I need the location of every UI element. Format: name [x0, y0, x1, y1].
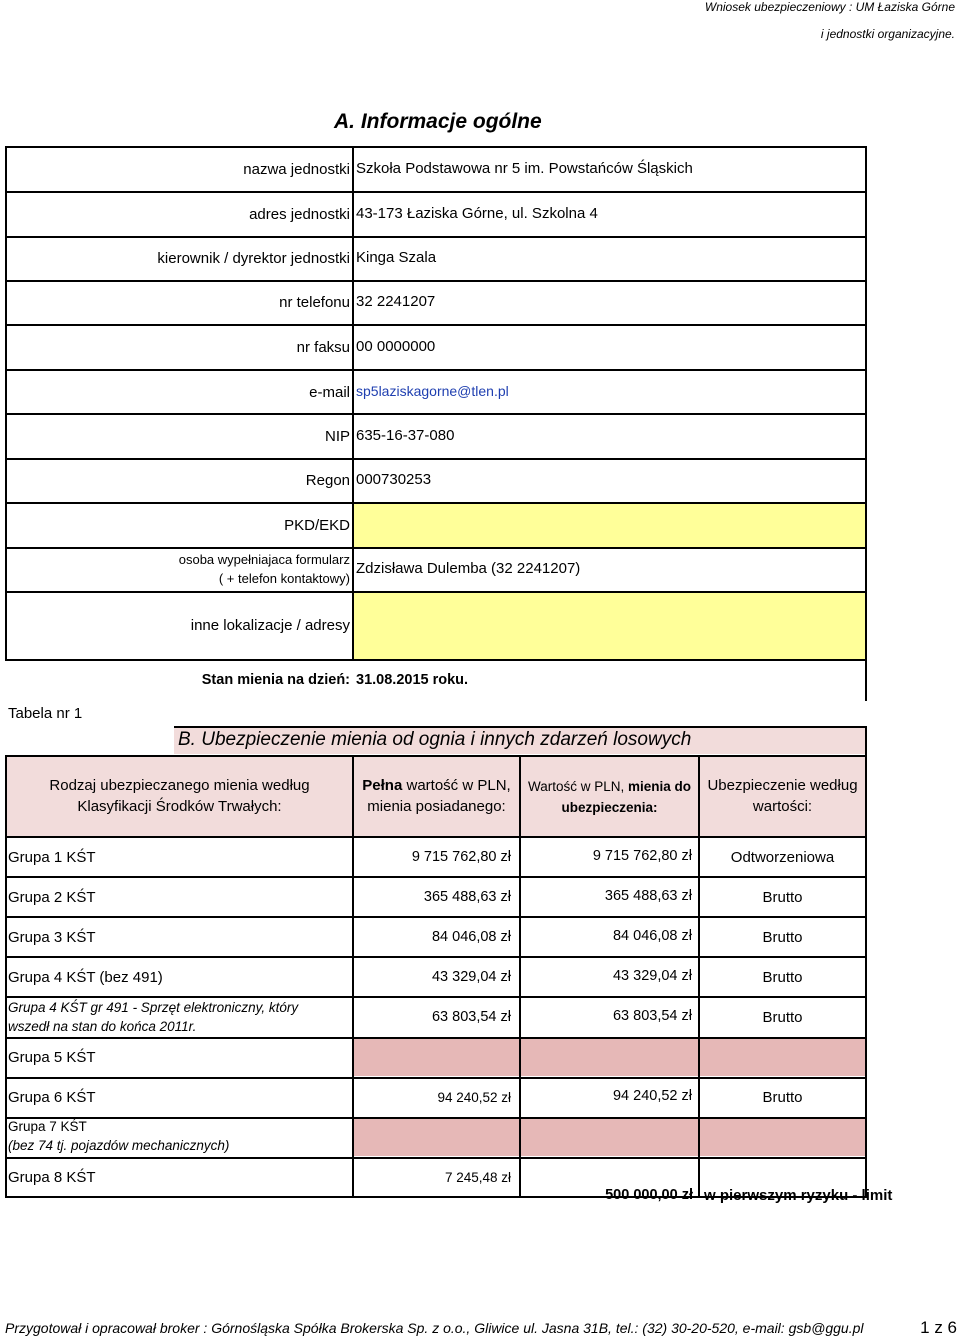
table-row-full[interactable]: 94 240,52 zł: [437, 1090, 511, 1105]
label-regon: Regon: [305, 472, 350, 489]
label-form-filler: osoba wypełniajaca formularz: [178, 552, 350, 567]
table-row-name-cont: wszedł na stan do końca 2011r.: [8, 1019, 197, 1034]
group5-empty-fill: [354, 1039, 865, 1076]
value-email-link[interactable]: sp5laziskagorne@tlen.pl: [356, 383, 509, 399]
header-insurance-basis: Ubezpieczenie według wartości:: [707, 777, 858, 815]
table-row-full[interactable]: 9 715 762,80 zł: [411, 849, 511, 865]
label-pkd: PKD/EKD: [284, 517, 350, 534]
locations-field[interactable]: [354, 592, 866, 659]
table-row-basis[interactable]: Brutto: [762, 889, 803, 906]
section-b-title: B. Ubezpieczenie mienia od ognia i innych zdarzeń losowych: [178, 729, 692, 750]
table-row-basis[interactable]: Odtworzeniowa: [730, 849, 835, 866]
label-unit-name: nazwa jednostki: [243, 161, 350, 178]
value-asset-date[interactable]: 31.08.2015 roku.: [356, 672, 469, 688]
value-unit-address[interactable]: 43-173 Łaziska Górne, ul. Szkolna 4: [356, 205, 598, 222]
value-nip[interactable]: 635-16-37-080: [356, 427, 455, 444]
table-row-name: Grupa 6 KŚT: [8, 1089, 96, 1106]
table-row-name: Grupa 4 KŚT (bez 491): [8, 969, 163, 986]
page-number: 1 z 6: [920, 1318, 957, 1337]
label-nip: NIP: [324, 428, 350, 445]
label-unit-address: adres jednostki: [249, 206, 350, 223]
table-row-insured[interactable]: 43 329,04 zł: [612, 968, 692, 984]
label-phone: nr telefonu: [279, 294, 350, 311]
table-row-basis[interactable]: Brutto: [762, 1089, 803, 1106]
value-phone[interactable]: 32 2241207: [356, 293, 436, 310]
table-row-name: Grupa 5 KŚT: [8, 1049, 96, 1066]
table-row-insured[interactable]: 94 240,52 zł: [612, 1088, 692, 1104]
table-row-insured[interactable]: 63 803,54 zł: [612, 1008, 692, 1024]
table-row-name-cont: (bez 74 tj. pojazdów mechanicznych): [8, 1138, 230, 1153]
table-row-full[interactable]: 84 046,08 zł: [431, 929, 511, 945]
table-row-insured[interactable]: 84 046,08 zł: [612, 928, 692, 944]
table-row-insured[interactable]: 500 000,00 zł: [605, 1187, 693, 1203]
footer-text: Przygotował i opracował broker : Górnośląska Spółka Brokerska Sp. z o.o., Gliwice ul. Jasna 31B, tel.: (32) 30-20-520, e-mail: gsb@ggu.pl: [5, 1320, 864, 1336]
value-unit-name[interactable]: Szkoła Podstawowa nr 5 im. Powstańców Śląskich: [356, 160, 693, 177]
section-a-title: A. Informacje ogólne: [334, 110, 542, 133]
table-row-basis[interactable]: w pierwszym ryzyku - limit: [704, 1187, 893, 1204]
value-fax[interactable]: 00 0000000: [356, 338, 436, 355]
table-row-basis[interactable]: Brutto: [762, 1009, 803, 1026]
label-email: e-mail: [309, 384, 350, 401]
table-row-insured[interactable]: 365 488,63 zł: [604, 888, 692, 904]
table-row-name: Grupa 7 KŚT: [8, 1119, 87, 1134]
header-full-value: Pełna wartość w PLN, mienia posiadanego:: [362, 777, 511, 815]
table-row-name: Grupa 4 KŚT gr 491 - Sprzęt elektroniczny, który: [8, 1000, 299, 1015]
table-row-basis[interactable]: Brutto: [762, 969, 803, 986]
label-other-locations: inne lokalizacje / adresy: [190, 617, 350, 634]
table-row-full[interactable]: 365 488,63 zł: [423, 889, 511, 905]
header-line-2: i jednostki organizacyjne.: [820, 27, 955, 41]
table-row-name: Grupa 8 KŚT: [8, 1169, 96, 1186]
label-fax: nr faksu: [296, 339, 350, 356]
label-form-filler-phone: ( + telefon kontaktowy): [218, 571, 350, 586]
group7-empty-fill: [354, 1119, 865, 1156]
pkd-field[interactable]: [354, 503, 866, 547]
table-row-name: Grupa 2 KŚT: [8, 889, 96, 906]
table-row-full[interactable]: 43 329,04 zł: [431, 969, 511, 985]
table-label: Tabela nr 1: [8, 705, 83, 722]
header-insured-value: Wartość w PLN, mienia do ubezpieczenia:: [527, 779, 692, 815]
table-row-name: Grupa 3 KŚT: [8, 929, 96, 946]
table-row-insured[interactable]: 9 715 762,80 zł: [592, 848, 692, 864]
value-regon[interactable]: 000730253: [356, 471, 432, 488]
table-row-full[interactable]: 63 803,54 zł: [431, 1009, 511, 1025]
table-row-full[interactable]: 7 245,48 zł: [444, 1170, 511, 1185]
label-director: kierownik / dyrektor jednostki: [157, 250, 350, 267]
value-director[interactable]: Kinga Szala: [356, 249, 437, 266]
row-8-clip: [520, 1157, 893, 1204]
table-row-name: Grupa 1 KŚT: [8, 849, 96, 866]
table-row-basis[interactable]: Brutto: [762, 929, 803, 946]
value-form-filler[interactable]: Zdzisława Dulemba (32 2241207): [356, 560, 581, 577]
header-asset-type: Rodzaj ubezpieczanego mienia według Klasyfikacji Środków Trwałych:: [49, 777, 310, 815]
header-line-1: Wniosek ubezpieczeniowy : UM Łaziska Górne: [704, 0, 955, 14]
label-asset-date: Stan mienia na dzień:: [201, 672, 350, 688]
